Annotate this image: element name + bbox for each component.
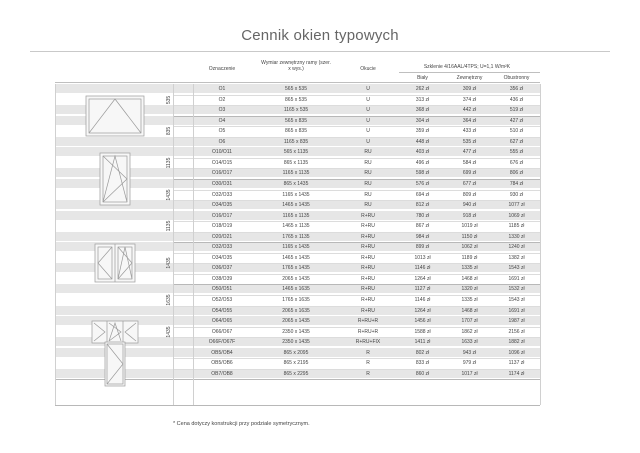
cell-fittings: R+RU xyxy=(361,265,375,272)
header-bottom-border xyxy=(55,82,540,83)
cell-designation: O50/O51 xyxy=(211,286,233,293)
cell-dimensions: 2350 x 1435 xyxy=(282,328,310,335)
header-color-white: Biały xyxy=(417,75,428,81)
cell-price-exterior: 699 zł xyxy=(462,170,477,177)
cell-fittings: U xyxy=(366,117,370,124)
cell-price-exterior: 584 zł xyxy=(462,159,477,166)
cell-dimensions: 865 x 2295 xyxy=(283,370,309,377)
cell-fittings: U xyxy=(366,107,370,114)
cell-price-both: 1240 zł xyxy=(508,244,525,251)
group-divider xyxy=(55,379,540,380)
cell-fittings: RU xyxy=(364,159,372,166)
row-divider xyxy=(173,369,540,370)
single-window-icon xyxy=(85,95,145,137)
cell-designation: O30/O31 xyxy=(211,180,233,187)
cell-dimensions: 2350 x 1435 xyxy=(282,339,310,346)
cell-price-white: 576 zł xyxy=(415,180,430,187)
cell-fittings: RU xyxy=(364,170,372,177)
cell-fittings: R+RU+R xyxy=(357,318,379,325)
cell-fittings: RU xyxy=(364,180,372,187)
tilt-window-icon xyxy=(99,152,131,206)
cell-price-white: 867 zł xyxy=(415,223,430,230)
cell-price-exterior: 1335 zł xyxy=(461,265,478,272)
header-color-exterior: Zewnętrzny xyxy=(456,75,483,81)
cell-dimensions: 1165 x 1135 xyxy=(282,212,310,219)
header-designation: Oznaczenie xyxy=(208,66,236,72)
cell-price-exterior: 940 zł xyxy=(462,202,477,209)
cell-price-exterior: 442 zł xyxy=(462,107,477,114)
cell-fittings: R+RU xyxy=(361,254,375,261)
cell-price-exterior: 309 zł xyxy=(462,86,477,92)
cell-price-exterior: 1150 zł xyxy=(461,233,478,240)
cell-price-white: 780 zł xyxy=(415,212,430,219)
cell-dimensions: 1465 x 1435 xyxy=(282,202,310,209)
cell-fittings: RU xyxy=(364,191,372,198)
cell-dimensions: 1165 x 1135 xyxy=(282,170,310,177)
table-left-border xyxy=(55,84,56,405)
price-table xyxy=(55,60,540,445)
cell-designation: O3 xyxy=(218,107,226,114)
cell-price-exterior: 535 zł xyxy=(462,138,477,145)
cell-price-both: 1077 zł xyxy=(508,202,525,209)
cell-price-both: 676 zł xyxy=(509,159,524,166)
cell-price-exterior: 1019 zł xyxy=(461,223,478,230)
table-bottom-border xyxy=(55,405,540,406)
tilt-window-drawing xyxy=(99,152,131,206)
designation-column-border xyxy=(193,84,194,405)
cell-designation: O4 xyxy=(218,117,226,124)
cell-price-both: 1882 zł xyxy=(508,339,525,346)
cell-dimensions: 2065 x 1435 xyxy=(282,275,310,282)
door-window-icon xyxy=(104,341,126,387)
cell-price-white: 496 zł xyxy=(415,159,430,166)
cell-price-exterior: 1468 zł xyxy=(461,275,478,282)
cell-price-exterior: 1320 zł xyxy=(461,286,478,293)
row-divider xyxy=(173,274,540,275)
cell-price-both: 1532 zł xyxy=(508,286,525,293)
single-window-drawing xyxy=(85,95,145,137)
cell-fittings: U xyxy=(366,86,370,92)
double-window-drawing xyxy=(94,243,136,283)
cell-dimensions: 1165 x 535 xyxy=(283,107,309,114)
cell-fittings: R+RU+FIX xyxy=(355,339,381,346)
cell-price-white: 860 zł xyxy=(415,370,430,377)
cell-fittings: R xyxy=(366,349,370,356)
cell-price-white: 694 zł xyxy=(415,191,430,198)
double-window-icon xyxy=(94,243,136,283)
height-label: 1435 xyxy=(165,326,172,338)
cell-price-white: 313 zł xyxy=(415,96,430,103)
cell-dimensions: 1465 x 1635 xyxy=(282,286,310,293)
cell-price-white: 448 zł xyxy=(415,138,430,145)
cell-price-white: 984 zł xyxy=(415,233,430,240)
cell-designation: O32/O33 xyxy=(211,244,233,251)
height-label: 835 xyxy=(165,127,172,136)
cell-price-both: 784 zł xyxy=(509,180,524,187)
header-glazing: Szklenie 4/16AAL/4TPS; U=1,1 W/m²K xyxy=(423,64,511,70)
cell-price-exterior: 1189 zł xyxy=(461,254,478,261)
cell-fittings: R+RU xyxy=(361,307,375,314)
cell-price-both: 427 zł xyxy=(509,117,524,124)
cell-price-exterior: 1633 zł xyxy=(461,339,478,346)
cell-price-exterior: 1335 zł xyxy=(461,297,478,303)
header-color-both: Obustronny xyxy=(503,75,530,81)
row-divider xyxy=(173,253,540,254)
cell-price-both: 930 zł xyxy=(509,191,524,198)
cell-dimensions: 1165 x 1435 xyxy=(282,244,310,251)
row-divider xyxy=(173,95,540,96)
cell-price-white: 1456 zł xyxy=(414,318,431,325)
cell-price-both: 1330 zł xyxy=(508,233,525,240)
cell-price-white: 598 zł xyxy=(415,170,430,177)
block-divider xyxy=(173,116,540,117)
row-divider xyxy=(173,327,540,328)
cell-dimensions: 865 x 1435 xyxy=(283,180,309,187)
cell-price-both: 1174 zł xyxy=(508,370,525,377)
cell-fittings: U xyxy=(366,128,370,135)
door-window-drawing xyxy=(104,341,126,387)
cell-fittings: U xyxy=(366,138,370,145)
cell-price-both: 1543 zł xyxy=(508,297,525,303)
header-fittings: Okucie xyxy=(360,66,376,72)
cell-price-both: 2156 zł xyxy=(508,328,525,335)
cell-price-both: 1691 zł xyxy=(508,275,525,282)
cell-price-exterior: 433 zł xyxy=(462,128,477,135)
height-label: 1135 xyxy=(165,221,172,232)
cell-price-both: 1185 zł xyxy=(508,223,525,230)
cell-dimensions: 1165 x 835 xyxy=(283,138,309,145)
cell-price-white: 1264 zł xyxy=(414,307,431,314)
cell-designation: OB5/OB4 xyxy=(211,349,233,356)
cell-designation: O5 xyxy=(218,128,226,135)
cell-price-exterior: 1017 zł xyxy=(461,370,478,377)
cell-price-white: 1146 zł xyxy=(414,297,431,303)
cell-designation: O34/O35 xyxy=(211,254,233,261)
cell-dimensions: 865 x 535 xyxy=(285,96,307,103)
row-divider xyxy=(173,337,540,338)
row-divider xyxy=(173,232,540,233)
cell-price-exterior: 809 zł xyxy=(462,191,477,198)
cell-fittings: R+RU+R xyxy=(357,328,379,335)
cell-designation: O34/O35 xyxy=(211,202,233,209)
cell-designation: O38/O39 xyxy=(211,275,233,282)
cell-price-both: 1543 zł xyxy=(508,265,525,272)
row-divider xyxy=(173,295,540,296)
height-label: 1435 xyxy=(165,189,172,201)
cell-designation: O18/O19 xyxy=(211,223,233,230)
cell-dimensions: 865 x 2195 xyxy=(283,360,309,367)
cell-dimensions: 1465 x 1435 xyxy=(282,254,310,261)
row-divider xyxy=(173,158,540,159)
cell-price-white: 403 zł xyxy=(415,149,430,156)
row-divider xyxy=(173,263,540,264)
cell-price-white: 899 zł xyxy=(415,244,430,251)
row-divider xyxy=(173,306,540,307)
cell-price-exterior: 979 zł xyxy=(462,360,477,367)
height-label: 1135 xyxy=(165,157,172,169)
cell-price-both: 356 zł xyxy=(509,86,524,92)
cell-designation: O20/O21 xyxy=(211,233,233,240)
cell-designation: O52/O53 xyxy=(211,297,233,303)
cell-price-white: 262 zł xyxy=(415,86,430,92)
cell-dimensions: 865 x 1135 xyxy=(283,159,309,166)
cell-price-both: 1137 zł xyxy=(508,360,525,367)
cell-price-both: 436 zł xyxy=(509,96,524,103)
cell-price-white: 833 zł xyxy=(415,360,430,367)
cell-dimensions: 1165 x 1435 xyxy=(282,191,310,198)
label-column-border xyxy=(173,84,174,405)
cell-price-exterior: 477 zł xyxy=(462,149,477,156)
cell-price-white: 1127 zł xyxy=(414,286,431,293)
cell-fittings: R xyxy=(366,360,370,367)
cell-designation: O14/O15 xyxy=(211,159,233,166)
row-divider xyxy=(173,137,540,138)
cell-price-both: 510 zł xyxy=(509,128,524,135)
cell-fittings: RU xyxy=(364,149,372,156)
row-divider xyxy=(173,358,540,359)
cell-price-both: 519 zł xyxy=(509,107,524,114)
cell-price-white: 1264 zł xyxy=(414,275,431,282)
row-divider xyxy=(173,190,540,191)
cell-fittings: R xyxy=(366,370,370,377)
row-divider xyxy=(173,105,540,106)
cell-price-exterior: 374 zł xyxy=(462,96,477,103)
cell-designation: O66F/O67F xyxy=(208,339,236,346)
cell-price-exterior: 1862 zł xyxy=(461,328,478,335)
cell-fittings: R+RU xyxy=(361,244,375,251)
table-right-border xyxy=(540,84,541,405)
block-divider xyxy=(173,242,540,243)
height-label: 1435 xyxy=(165,257,172,269)
cell-dimensions: 1765 x 1135 xyxy=(282,233,310,240)
row-divider xyxy=(173,221,540,222)
cell-price-white: 1013 zł xyxy=(414,254,431,261)
row-divider xyxy=(173,200,540,201)
cell-price-both: 1069 zł xyxy=(508,212,525,219)
cell-price-exterior: 677 zł xyxy=(462,180,477,187)
block-divider xyxy=(173,179,540,180)
cell-fittings: U xyxy=(366,96,370,103)
cell-price-white: 812 zł xyxy=(415,202,430,209)
cell-price-exterior: 1707 zł xyxy=(461,318,478,325)
cell-fittings: R+RU xyxy=(361,286,375,293)
cell-price-both: 1096 zł xyxy=(508,349,525,356)
cell-price-exterior: 364 zł xyxy=(462,117,477,124)
height-label: 1635 xyxy=(165,294,172,306)
cell-price-exterior: 918 zł xyxy=(462,212,477,219)
cell-dimensions: 2065 x 1635 xyxy=(282,307,310,314)
header-glazing-underline xyxy=(399,72,540,73)
cell-dimensions: 865 x 2095 xyxy=(283,349,309,356)
cell-fittings: R+RU xyxy=(361,233,375,240)
header-dimensions: Wymiar zewnętrzny ramy (szer. x wys.) xyxy=(261,60,331,72)
page-title: Cennik okien typowych xyxy=(241,27,399,44)
cell-designation: O64/O65 xyxy=(211,318,233,325)
cell-price-both: 627 zł xyxy=(509,138,524,145)
cell-price-exterior: 1468 zł xyxy=(461,307,478,314)
row-divider xyxy=(173,168,540,169)
cell-designation: O1 xyxy=(218,86,226,92)
cell-designation: OB5/OB6 xyxy=(211,360,233,367)
cell-designation: OB7/OB8 xyxy=(211,370,233,377)
cell-price-white: 368 zł xyxy=(415,107,430,114)
cell-price-white: 1588 zł xyxy=(414,328,431,335)
cell-fittings: R+RU xyxy=(361,275,375,282)
cell-fittings: R+RU xyxy=(361,212,375,219)
cell-price-white: 1146 zł xyxy=(414,265,431,272)
cell-fittings: R+RU xyxy=(361,297,375,303)
footnote: * Cena dotyczy konstrukcji przy podziale symetrycznym. xyxy=(173,421,310,427)
cell-price-both: 555 zł xyxy=(509,149,524,156)
cell-price-both: 1987 zł xyxy=(508,318,525,325)
cell-designation: O2 xyxy=(218,96,226,103)
cell-fittings: RU xyxy=(364,202,372,209)
cell-dimensions: 565 x 535 xyxy=(285,86,307,92)
cell-designation: O10/O11 xyxy=(212,149,232,156)
height-label: 535 xyxy=(165,95,172,104)
cell-designation: O54/O55 xyxy=(211,307,233,314)
cell-dimensions: 1765 x 1435 xyxy=(282,265,310,272)
cell-fittings: R+RU xyxy=(361,223,375,230)
cell-dimensions: 565 x 835 xyxy=(285,117,307,124)
cell-dimensions: 2065 x 1435 xyxy=(282,318,310,325)
cell-price-exterior: 1062 zł xyxy=(461,244,478,251)
cell-dimensions: 865 x 835 xyxy=(285,128,307,135)
cell-designation: O16/O17 xyxy=(211,170,233,177)
cell-price-white: 304 zł xyxy=(415,117,430,124)
cell-price-exterior: 943 zł xyxy=(462,349,477,356)
cell-designation: O66/O67 xyxy=(211,328,233,335)
cell-designation: O32/O33 xyxy=(211,191,233,198)
cell-dimensions: 1765 x 1635 xyxy=(282,297,310,303)
cell-price-both: 1382 zł xyxy=(508,254,525,261)
cell-dimensions: 1465 x 1135 xyxy=(282,223,310,230)
cell-price-both: 806 zł xyxy=(509,170,524,177)
cell-designation: O6 xyxy=(218,138,226,145)
cell-dimensions: 565 x 1135 xyxy=(283,149,309,156)
cell-price-white: 359 zł xyxy=(415,128,430,135)
title-divider xyxy=(30,51,610,52)
cell-designation: O36/O37 xyxy=(211,265,233,272)
cell-price-white: 1411 zł xyxy=(414,339,431,346)
cell-price-both: 1691 zł xyxy=(508,307,525,314)
cell-price-white: 802 zł xyxy=(415,349,430,356)
row-divider xyxy=(173,126,540,127)
cell-designation: O16/O17 xyxy=(211,212,233,219)
block-divider xyxy=(173,284,540,285)
